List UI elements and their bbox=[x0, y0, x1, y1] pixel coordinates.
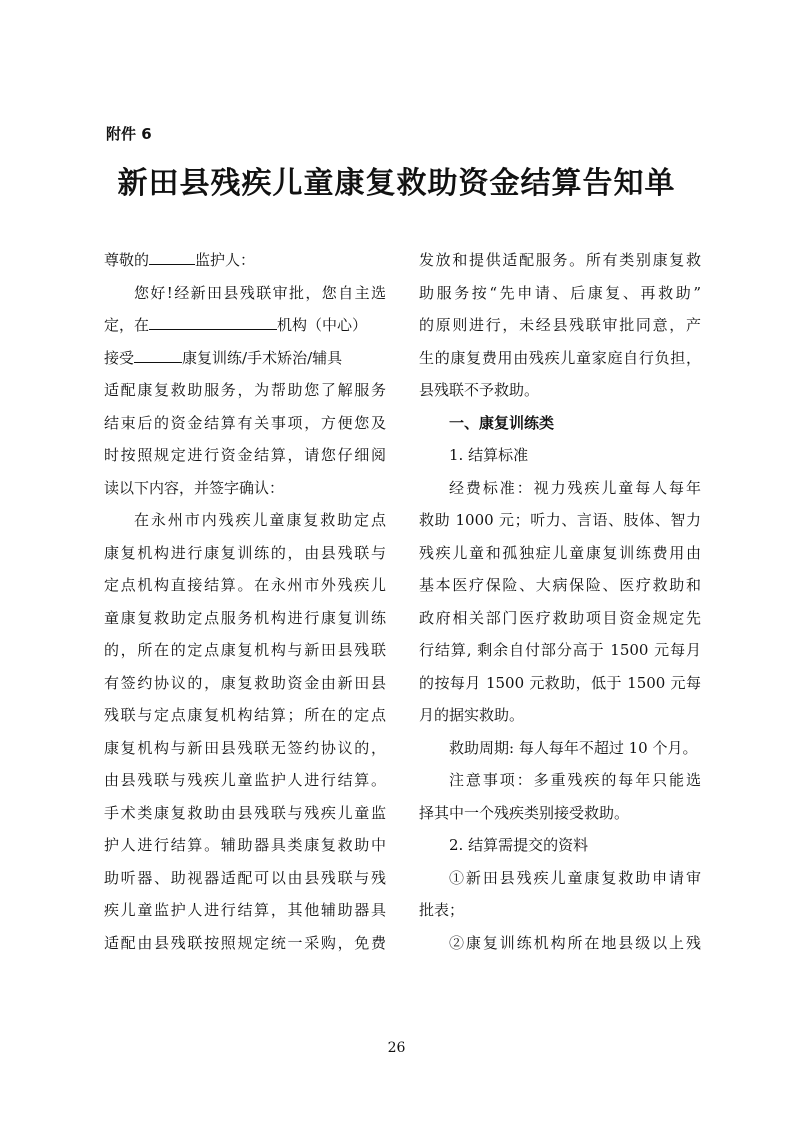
text-line: 手术类康复救助由县残联与残疾儿童监 bbox=[104, 803, 386, 822]
text-line: 基本医疗保险、大病保险、医疗救助和 bbox=[419, 576, 701, 594]
service-type-blank bbox=[134, 345, 182, 363]
salutation-suffix: 监护人： bbox=[195, 251, 256, 269]
text-line: 救助 1000 元；听力、言语、肢体、智力 bbox=[419, 511, 701, 529]
text-line: 康复机构进行康复训练的，由县残联与 bbox=[104, 543, 386, 562]
text-line: 生的康复费用由残疾儿童家庭自行负担， bbox=[419, 348, 701, 367]
text-line: 护人进行结算。辅助器具类康复救助中 bbox=[104, 836, 386, 854]
text-line: 助听器、助视器适配可以由县残联与残 bbox=[104, 868, 386, 887]
text-line: 康复机构与新田县残联无签约协议的， bbox=[104, 738, 386, 757]
service-type-line bbox=[104, 342, 386, 375]
text-line: 择其中一个残疾类别接受救助。 bbox=[419, 803, 630, 822]
text-line: 定点机构直接结算。在永州市外残疾儿 bbox=[104, 576, 386, 594]
text-line: 由县残联与残疾儿童监护人进行结算。 bbox=[104, 771, 386, 789]
left-column bbox=[104, 244, 386, 959]
text-line: 有签约协议的，康复救助资金由新田县 bbox=[104, 673, 386, 692]
salutation-line bbox=[104, 244, 386, 277]
text-line: 您好!经新田县残联审批，您自主选 bbox=[134, 283, 386, 302]
text-line: 政府相关部门医疗救助项目资金规定先 bbox=[419, 608, 701, 627]
text-segment: 接受 bbox=[104, 348, 135, 367]
text-segment: 机构（中心） bbox=[277, 316, 368, 334]
text-line: 的，所在的定点康复机构与新田县残联 bbox=[104, 641, 386, 659]
text-line: 的原则进行，未经县残联审批同意，产 bbox=[419, 316, 701, 334]
attachment-label: 附件 6 bbox=[106, 125, 152, 143]
right-column bbox=[419, 244, 701, 959]
text-line: 读以下内容，并签字确认： bbox=[104, 478, 285, 497]
text-line: 适配康复救助服务，为帮助您了解服务 bbox=[104, 381, 386, 399]
text-segment: 康复训练/手术矫治/辅具 bbox=[182, 348, 343, 367]
text-line: 结束后的资金结算有关事项，方便您及 bbox=[104, 413, 386, 432]
text-line: ①新田县残疾儿童康复救助申请审 bbox=[449, 868, 701, 887]
text-line: 注意事项：多重残疾的每年只能选 bbox=[449, 771, 701, 789]
text-line: 批表； bbox=[419, 901, 465, 919]
text-line: 疾儿童监护人进行结算，其他辅助器具 bbox=[104, 901, 386, 919]
section-heading: 一、康复训练类 bbox=[449, 413, 555, 432]
page-number: 26 bbox=[387, 1040, 406, 1056]
text-line: 时按照规定进行资金结算，请您仔细阅 bbox=[104, 446, 386, 464]
text-line: ②康复训练机构所在地县级以上残 bbox=[449, 933, 701, 952]
text-line: 行结算, 剩余自付部分高于 1500 元每月 bbox=[419, 641, 701, 659]
text-line: 救助周期: 每人每年不超过 10 个月。 bbox=[449, 738, 698, 757]
text-line: 的按每月 1500 元救助，低于 1500 元每 bbox=[419, 673, 701, 692]
text-line: 县残联不予救助。 bbox=[419, 381, 540, 399]
text-line: 残联与定点康复机构结算；所在的定点 bbox=[104, 706, 386, 724]
salutation-text: 尊敬的 bbox=[104, 251, 150, 269]
text-line: 童康复救助定点服务机构进行康复训练 bbox=[104, 608, 386, 627]
text-line: 经费标准：视力残疾儿童每人每年 bbox=[449, 478, 701, 497]
text-line: 发放和提供适配服务。所有类别康复救 bbox=[419, 251, 701, 269]
text-line: 在永州市内残疾儿童康复救助定点 bbox=[134, 511, 386, 529]
text-line: 月的据实救助。 bbox=[419, 706, 525, 724]
text-line: 助服务按“先申请、后康复、再救助” bbox=[419, 283, 701, 302]
text-segment: 定，在 bbox=[104, 316, 150, 334]
institution-line bbox=[104, 309, 386, 342]
text-line: 适配由县残联按照规定统一采购，免费 bbox=[104, 933, 386, 952]
page-title: 新田县残疾儿童康复救助资金结算告知单 bbox=[117, 166, 676, 201]
institution-name-blank bbox=[149, 312, 277, 330]
subsection-heading: 2. 结算需提交的资料 bbox=[449, 836, 589, 854]
subsection-heading: 1. 结算标准 bbox=[449, 446, 529, 464]
text-line: 残疾儿童和孤独症儿童康复训练费用由 bbox=[419, 543, 701, 562]
guardian-name-blank bbox=[149, 247, 195, 265]
